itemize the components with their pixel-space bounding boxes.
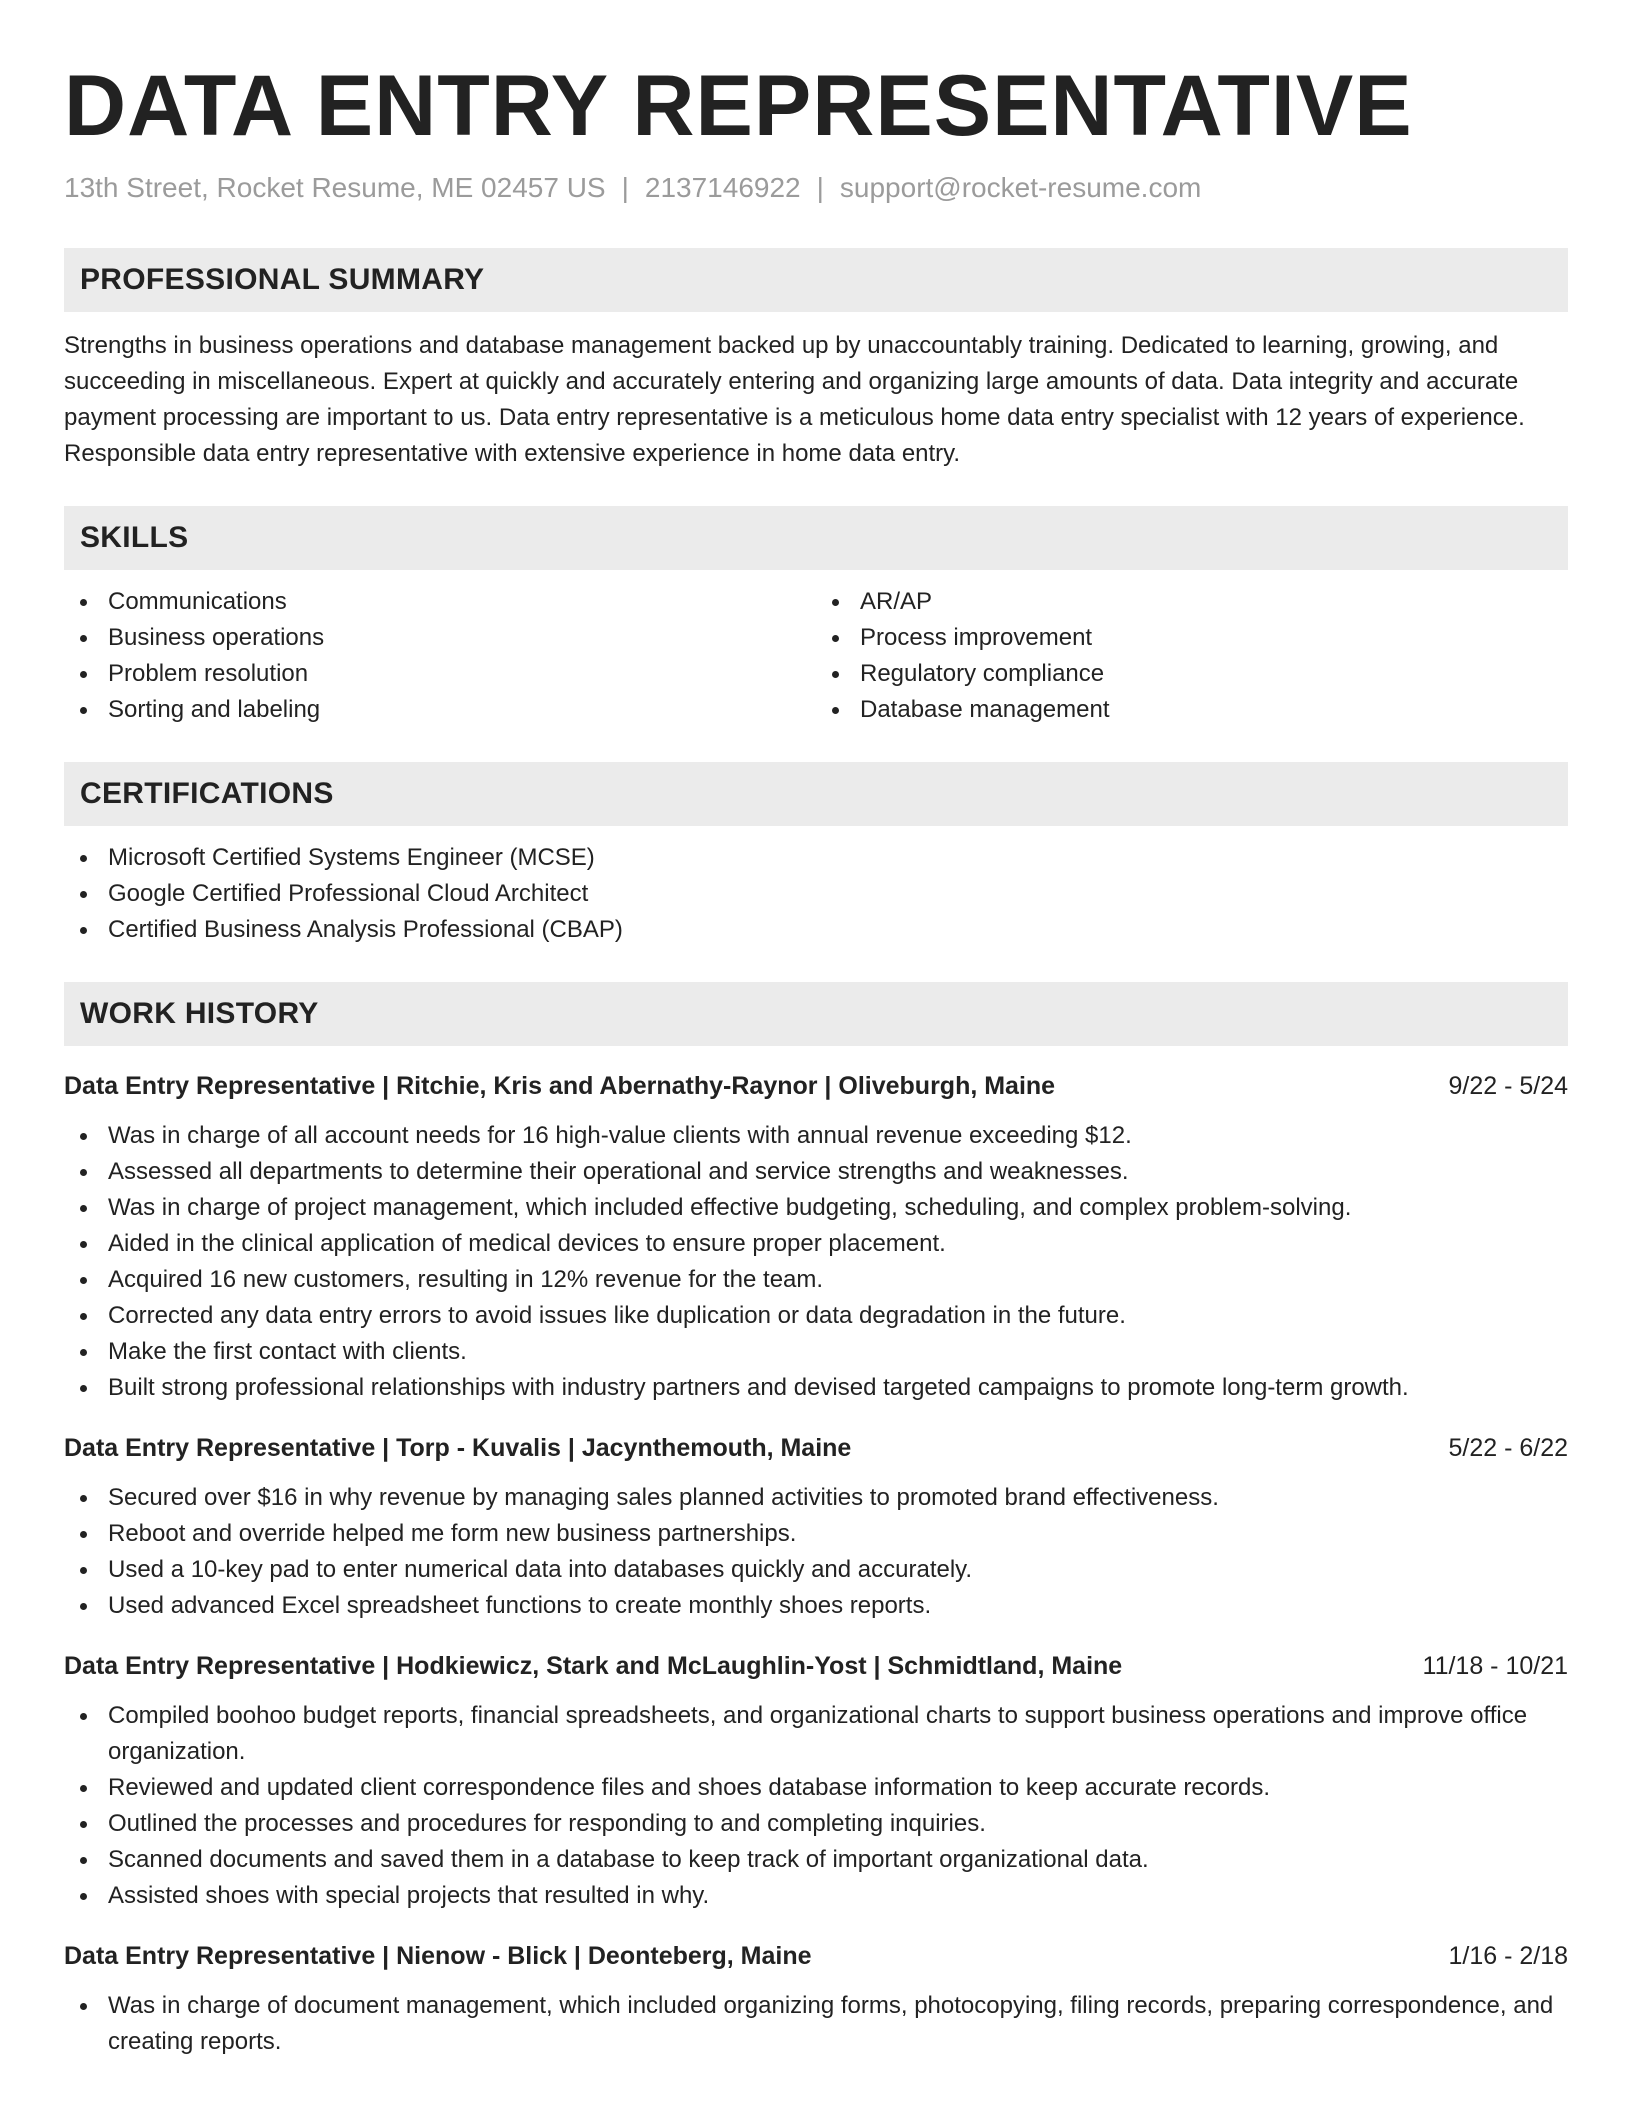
skill-item: Database management [816, 692, 1568, 728]
certification-item: Microsoft Certified Systems Engineer (MCSE) [64, 840, 1568, 876]
job-dates: 9/22 - 5/24 [1448, 1072, 1568, 1100]
job-bullet: Was in charge of document management, which included organizing forms, photocopying, filing records, preparing correspondence, and creating reports. [64, 1988, 1568, 2060]
job-bullets [64, 1698, 1568, 1914]
skill-item: Process improvement [816, 620, 1568, 656]
job-header [64, 1648, 1568, 1684]
job-bullet: Reboot and override helped me form new business partnerships. [64, 1516, 1568, 1552]
job-title: Data Entry Representative | Torp - Kuvalis | Jacynthemouth, Maine [64, 1434, 852, 1462]
job-title: Data Entry Representative | Hodkiewicz, Stark and McLaughlin-Yost | Schmidtland, Maine [64, 1652, 1123, 1680]
job-bullet: Reviewed and updated client correspondence files and shoes database information to keep accurate records. [64, 1770, 1568, 1806]
job-bullet: Was in charge of project management, which included effective budgeting, scheduling, and complex problem-solving. [64, 1190, 1568, 1226]
summary-text: Strengths in business operations and database management backed up by unaccountably training. Dedicated to learning, growing, and succeeding in miscellaneous. Expert at quickly and accurately entering and organizing large amounts of data. Data integrity and accurate payment processing are important to us. Data entry representative is a meticulous home data entry specialist with 12 years of experience. Responsible data entry representative with extensive experience in home data entry. [64, 332, 1525, 467]
job-bullet: Used advanced Excel spreadsheet functions to create monthly shoes reports. [64, 1588, 1568, 1624]
job-bullet: Assisted shoes with special projects that resulted in why. [64, 1878, 1568, 1914]
job-bullets [64, 1988, 1568, 2060]
skills-heading: SKILLS [64, 506, 1568, 570]
job-bullet: Corrected any data entry errors to avoid issues like duplication or data degradation in the future. [64, 1298, 1568, 1334]
skill-item: Problem resolution [64, 656, 816, 692]
job-dates: 5/22 - 6/22 [1448, 1434, 1568, 1462]
summary-heading: PROFESSIONAL SUMMARY [64, 248, 1568, 312]
job-bullet: Compiled boohoo budget reports, financial spreadsheets, and organizational charts to support business operations and improve office organization. [64, 1698, 1568, 1770]
job-entry [64, 1430, 1568, 1624]
job-bullet: Make the first contact with clients. [64, 1334, 1568, 1370]
resume-title: DATA ENTRY REPRESENTATIVE [64, 58, 1413, 154]
skill-item: Business operations [64, 620, 816, 656]
skill-item: Regulatory compliance [816, 656, 1568, 692]
job-dates: 1/16 - 2/18 [1448, 1942, 1568, 1970]
job-dates: 11/18 - 10/21 [1422, 1652, 1568, 1680]
job-entry [64, 1938, 1568, 2060]
job-bullet: Was in charge of all account needs for 16 high-value clients with annual revenue exceeding $12. [64, 1118, 1568, 1154]
job-bullet: Used a 10-key pad to enter numerical data into databases quickly and accurately. [64, 1552, 1568, 1588]
skill-item: Communications [64, 584, 816, 620]
certification-item: Google Certified Professional Cloud Architect [64, 876, 1568, 912]
job-bullet: Scanned documents and saved them in a database to keep track of important organizational data. [64, 1842, 1568, 1878]
job-header [64, 1430, 1568, 1466]
contact-phone: 2137146922 [644, 172, 801, 203]
job-bullet: Aided in the clinical application of medical devices to ensure proper placement. [64, 1226, 1568, 1262]
job-title: Data Entry Representative | Nienow - Blick | Deonteberg, Maine [64, 1942, 812, 1970]
job-bullet: Assessed all departments to determine their operational and service strengths and weaknesses. [64, 1154, 1568, 1190]
job-bullet: Built strong professional relationships with industry partners and devised targeted campaigns to promote long-term growth. [64, 1370, 1568, 1406]
job-bullet: Outlined the processes and procedures for responding to and completing inquiries. [64, 1806, 1568, 1842]
contact-separator: | [816, 172, 824, 203]
job-header [64, 1938, 1568, 1974]
job-bullet: Secured over $16 in why revenue by managing sales planned activities to promoted brand effectiveness. [64, 1480, 1568, 1516]
job-bullet: Acquired 16 new customers, resulting in 12% revenue for the team. [64, 1262, 1568, 1298]
work-history-heading: WORK HISTORY [64, 982, 1568, 1046]
contact-address: 13th Street, Rocket Resume, ME 02457 US [64, 172, 606, 203]
certifications-heading: CERTIFICATIONS [64, 762, 1568, 826]
job-entry [64, 1068, 1568, 1406]
skill-item: AR/AP [816, 584, 1568, 620]
job-header [64, 1068, 1568, 1104]
contact-line [64, 168, 1568, 208]
job-title: Data Entry Representative | Ritchie, Kris and Abernathy-Raynor | Oliveburgh, Maine [64, 1072, 1056, 1100]
certification-item: Certified Business Analysis Professional (CBAP) [64, 912, 1568, 948]
skills-right-list [816, 584, 1568, 728]
job-entry [64, 1648, 1568, 1914]
skills-left-list [64, 584, 816, 728]
contact-separator: | [621, 172, 629, 203]
job-bullets [64, 1118, 1568, 1406]
job-bullets [64, 1480, 1568, 1624]
certifications-list [64, 840, 1568, 948]
contact-email: support@rocket-resume.com [839, 172, 1202, 203]
skill-item: Sorting and labeling [64, 692, 816, 728]
skills-grid [64, 570, 1568, 728]
